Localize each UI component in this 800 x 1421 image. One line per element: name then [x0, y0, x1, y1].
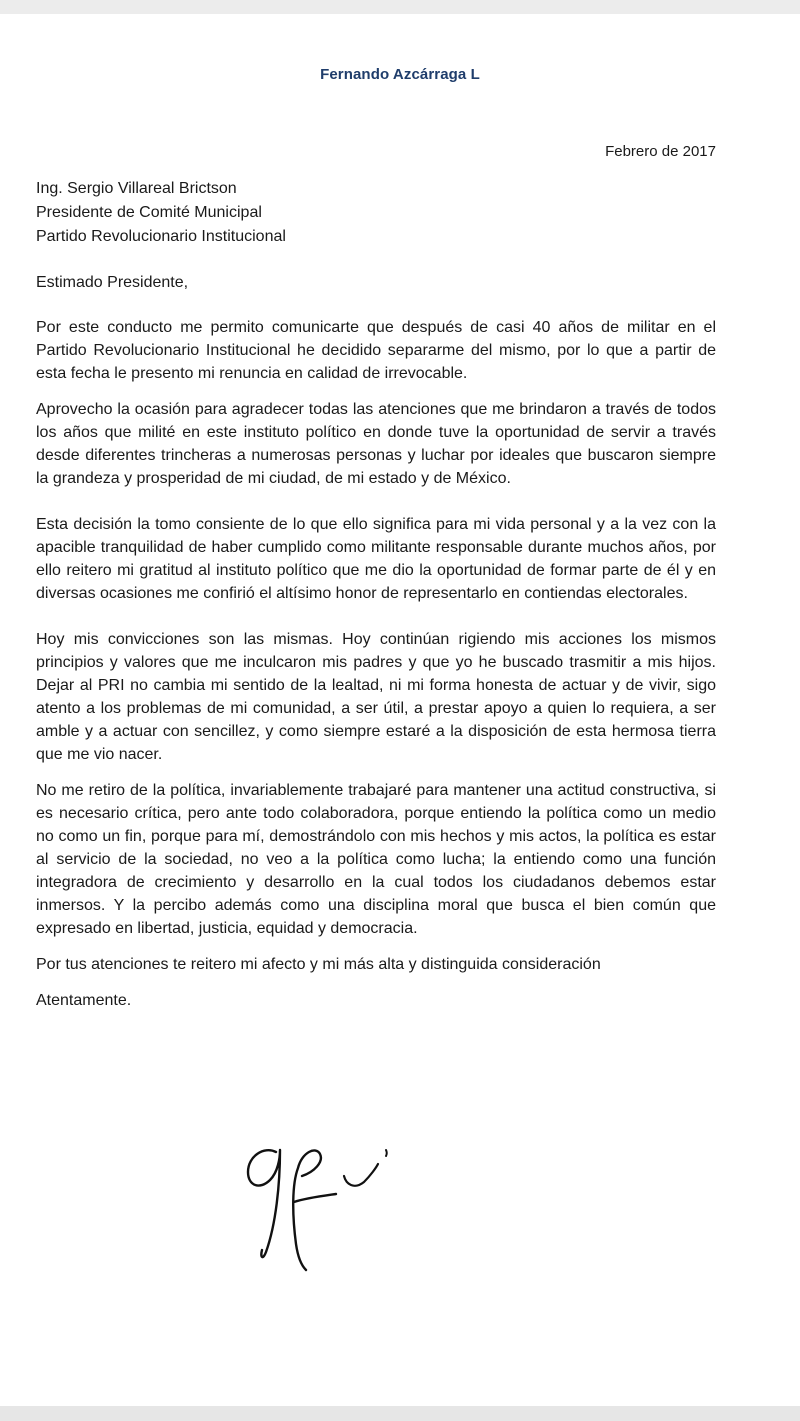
- recipient-name: Ing. Sergio Villareal Brictson: [36, 180, 237, 197]
- paragraph-decision: Esta decisión la tomo consiente de lo que ello significa para mi vida personal y a la vez con la apacible tranquilidad de haber cumplido como militante responsable durante muchos años, por ello reitero mi gratitud al instituto político que me dio la oportunidad de formar parte de él y en diversas ocasiones me confirió el altísimo honor de representarlo en contiendas electorales.: [36, 516, 716, 602]
- letter-closing: Atentamente.: [36, 992, 132, 1009]
- paragraph-convictions: Hoy mis convicciones son las mismas. Hoy continúan rigiendo mis acciones los mismos principios y valores que me inculcaron mis padres y que yo he buscado trasmitir a mis hijos. Dejar al PRI no cambia mi sentido de la lealtad, ni mi forma honesta de actuar y de vivir, sigo atento a los problemas de mi comunidad, a ser útil, a prestar apoyo a quien lo requiera, a ser amble y a actuar con sencillez, y como siempre estaré a la disposición de esta hermosa tierra que me vio nacer.: [36, 631, 716, 763]
- bottom-bar: [0, 1406, 800, 1421]
- letter-greeting: Estimado Presidente,: [36, 274, 189, 291]
- paragraph-regards: Por tus atenciones te reitero mi afecto y mi más alta y distinguida consideración: [36, 956, 601, 973]
- signature-icon: [236, 1124, 406, 1274]
- recipient-position: Presidente de Comité Municipal: [36, 204, 262, 221]
- recipient-block: [36, 177, 286, 249]
- paragraph-politics: No me retiro de la política, invariablemente trabajaré para mantener una actitud constructiva, si es necesario crítica, pero ante todo colaboradora, porque entiendo la política como un medio no como un fin, porque para mí, demostrándolo con mis hechos y mis actos, la política es estar al servicio de la sociedad, no veo a la política como lucha; la entiendo como una función integradora de crecimiento y desarrollo en la cual todos los ciudadanos debemos estar inmersos. Y la percibo además como una disciplina moral que busca el bien común que expresado en libertad, justicia, equidad y democracia.: [36, 782, 716, 937]
- letter-date: Febrero de 2017: [605, 143, 716, 160]
- recipient-organization: Partido Revolucionario Institucional: [36, 228, 286, 245]
- letter-page: [0, 14, 800, 1406]
- paragraph-resignation: Por este conducto me permito comunicarte que después de casi 40 años de militar en el Partido Revolucionario Institucional he decidido separarme del mismo, por lo que a partir de esta fecha le presento mi renuncia en calidad de irrevocable.: [36, 319, 716, 382]
- letter-author: Fernando Azcárraga L: [320, 66, 480, 83]
- letter-body: [36, 271, 716, 1012]
- paragraph-gratitude: Aprovecho la ocasión para agradecer todas las atenciones que me brindaron a través de todos los años que milité en este instituto político en donde tuve la oportunidad de servir a través desde diferentes trincheras a numerosas personas y luchar por ideales que buscaron siempre la grandeza y prosperidad de mi ciudad, de mi estado y de México.: [36, 401, 716, 487]
